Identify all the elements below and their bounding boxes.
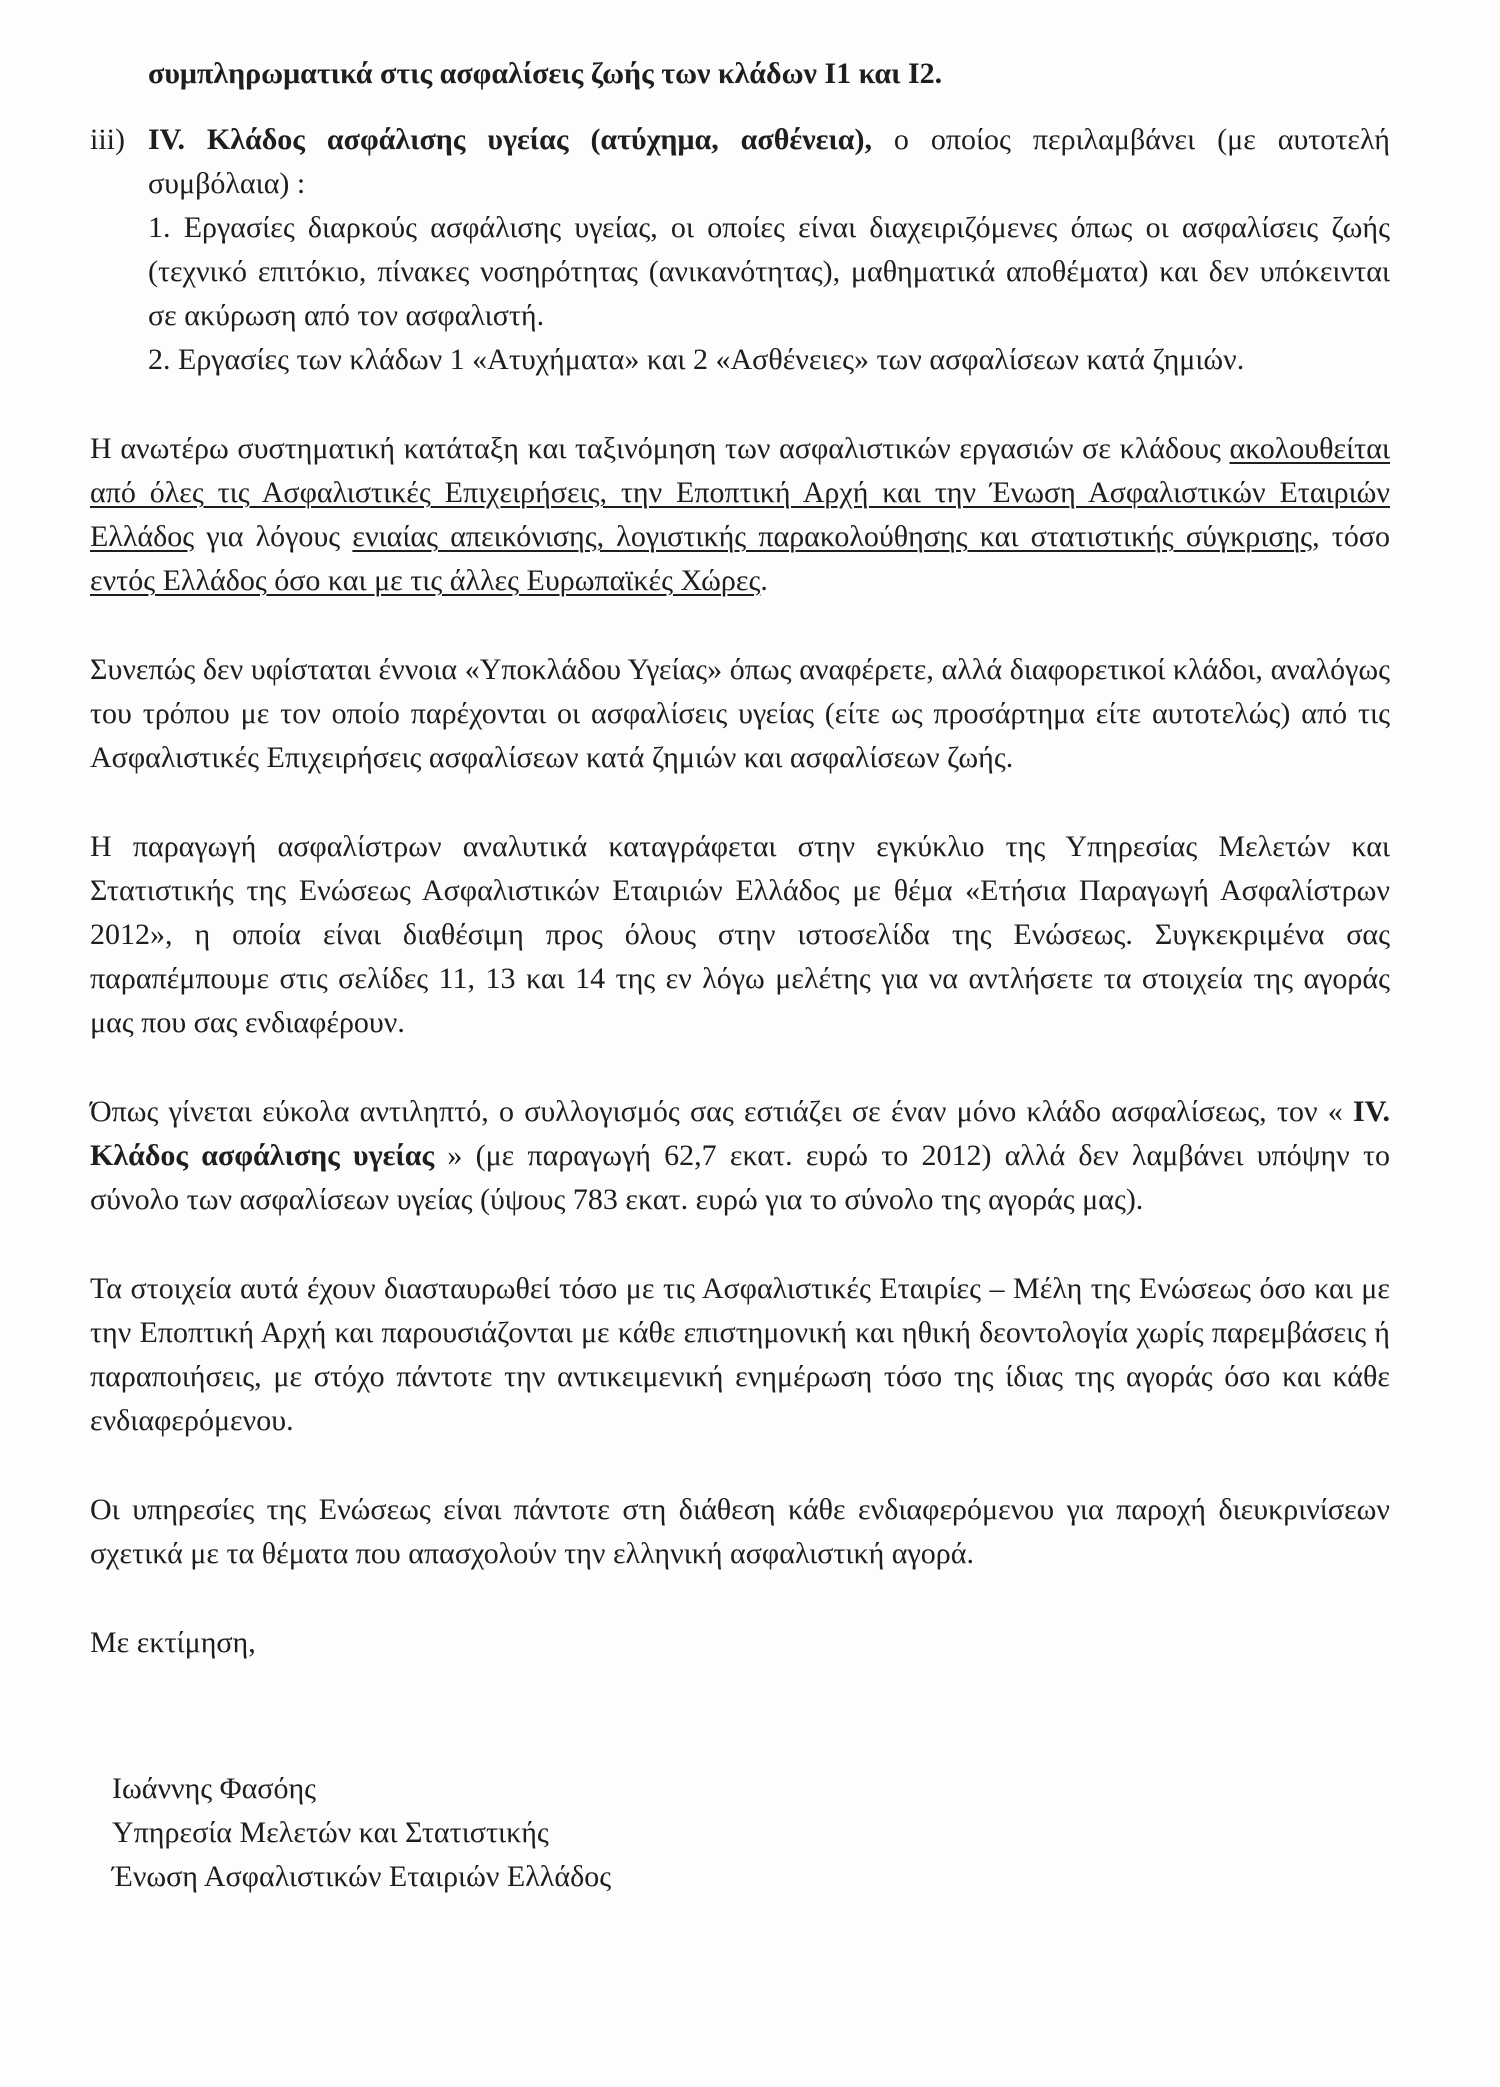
signature-department: Υπηρεσία Μελετών και Στατιστικής bbox=[112, 1816, 549, 1849]
classification-underline-1: ακολουθείται από όλες τις Ασφαλιστικές Επιχειρήσεις, την Εποπτική Αρχή και την Ένωση Ασφαλιστικών Εταιριών Ελλάδος bbox=[90, 432, 1390, 553]
signature-block bbox=[112, 1767, 1390, 1899]
sub-item-1: 1. Εργασίες διαρκούς ασφάλισης υγείας, οι οποίες είναι διαχειριζόμενες όπως οι ασφαλίσεις ζωής (τεχνικό επιτόκιο, πίνακες νοσηρότητας (ανικανότητας), μαθηματικά αποθέματα) και δεν υπόκεινται σε ακύρωση από τον ασφαλιστή. bbox=[148, 211, 1390, 332]
paragraph-services-availability: Οι υπηρεσίες της Ενώσεως είναι πάντοτε στη διάθεση κάθε ενδιαφερόμενου για παροχή διευκρινίσεων σχετικά με τα θέματα που απασχολούν την ελληνική ασφαλιστική αγορά. bbox=[90, 1493, 1390, 1570]
paragraph-reasoning bbox=[90, 1090, 1390, 1222]
classification-plain-4: . bbox=[760, 564, 768, 597]
reasoning-plain-1: Όπως γίνεται εύκολα αντιληπτό, ο συλλογισμός σας εστιάζει σε έναν μόνο κλάδο ασφαλίσεως, τον « bbox=[90, 1095, 1354, 1128]
list-item-iii bbox=[90, 118, 1390, 382]
classification-plain-2: για λόγους bbox=[194, 520, 353, 553]
paragraph-classification bbox=[90, 427, 1390, 603]
list-item-iii-heading bbox=[148, 118, 1390, 206]
classification-underline-2: ενιαίας απεικόνισης, λογιστικής παρακολούθησης και στατιστικής σύγκρισης bbox=[352, 520, 1313, 553]
paragraph-data-verification: Τα στοιχεία αυτά έχουν διασταυρωθεί τόσο με τις Ασφαλιστικές Εταιρίες – Μέλη της Ενώσεως όσο και με την Εποπτική Αρχή και παρουσιάζονται με κάθε επιστημονική και ηθική δεοντολογία χωρίς παρεμβάσεις ή παραποιήσεις, με στόχο πάντοτε την αντικειμενική ενημέρωση τόσο της ίδιας της αγοράς όσο και κάθε ενδιαφερόμενου. bbox=[90, 1272, 1390, 1437]
closing-salutation: Με εκτίμηση, bbox=[90, 1626, 256, 1659]
reasoning-bold-branch-name: IV. Κλάδος ασφάλισης υγείας bbox=[90, 1095, 1390, 1172]
signature-name: Ιωάννης Φασόης bbox=[112, 1772, 317, 1805]
signature-organization: Ένωση Ασφαλιστικών Εταιριών Ελλάδος bbox=[112, 1860, 612, 1893]
paragraph-no-health-subclass: Συνεπώς δεν υφίσταται έννοια «Υποκλάδου Υγείας» όπως αναφέρετε, αλλά διαφορετικοί κλάδοι, αναλόγως του τρόπου με τον οποίο παρέχονται οι ασφαλίσεις υγείας (είτε ως προσάρτημα είτε αυτοτελώς) από τις Ασφαλιστικές Επιχειρήσεις ασφαλίσεων κατά ζημιών και ασφαλίσεων ζωής. bbox=[90, 653, 1390, 774]
classification-plain-1: Η ανωτέρω συστηματική κατάταξη και ταξινόμηση των ασφαλιστικών εργασιών σε κλάδους bbox=[90, 432, 1230, 465]
list-item-iii-heading-bold: IV. Κλάδος ασφάλισης υγείας (ατύχημα, ασθένεια), bbox=[148, 123, 872, 156]
paragraph-premium-production: Η παραγωγή ασφαλίστρων αναλυτικά καταγράφεται στην εγκύκλιο της Υπηρεσίας Μελετών και Στατιστικής της Ενώσεως Ασφαλιστικών Εταιριών Ελλάδος με θέμα «Ετήσια Παραγωγή Ασφαλίστρων 2012», η οποία είναι διαθέσιμη προς όλους στην ιστοσελίδα της Ενώσεως. Συγκεκριμένα σας παραπέμπουμε στις σελίδες 11, 13 και 14 της εν λόγω μελέτης για να αντλήσετε τα στοιχεία της αγοράς μας που σας ενδιαφέρουν. bbox=[90, 830, 1390, 1039]
list-item-iii-marker: iii) bbox=[90, 123, 125, 156]
reasoning-plain-2: » (με παραγωγή 62,7 εκατ. ευρώ το 2012) αλλά δεν λαμβάνει υπόψην το σύνολο των ασφαλίσεων υγείας (ύψους 783 εκατ. ευρώ για το σύνολο της αγοράς μας). bbox=[90, 1139, 1390, 1216]
sub-item-2: 2. Εργασίες των κλάδων 1 «Ατυχήματα» και 2 «Ασθένειες» των ασφαλίσεων κατά ζημιών. bbox=[148, 343, 1245, 376]
classification-plain-3: , τόσο bbox=[1312, 520, 1390, 553]
intro-continuation-line: συμπληρωματικά στις ασφαλίσεις ζωής των κλάδων Ι1 και Ι2. bbox=[148, 57, 943, 90]
list-item-iii-body bbox=[148, 118, 1390, 382]
list-item-iii-heading-rest: ο οποίος περιλαμβάνει (με αυτοτελή συμβόλαια) : bbox=[148, 123, 1390, 200]
classification-underline-3: εντός Ελλάδος όσο και με τις άλλες Ευρωπαϊκές Χώρες bbox=[90, 564, 761, 597]
